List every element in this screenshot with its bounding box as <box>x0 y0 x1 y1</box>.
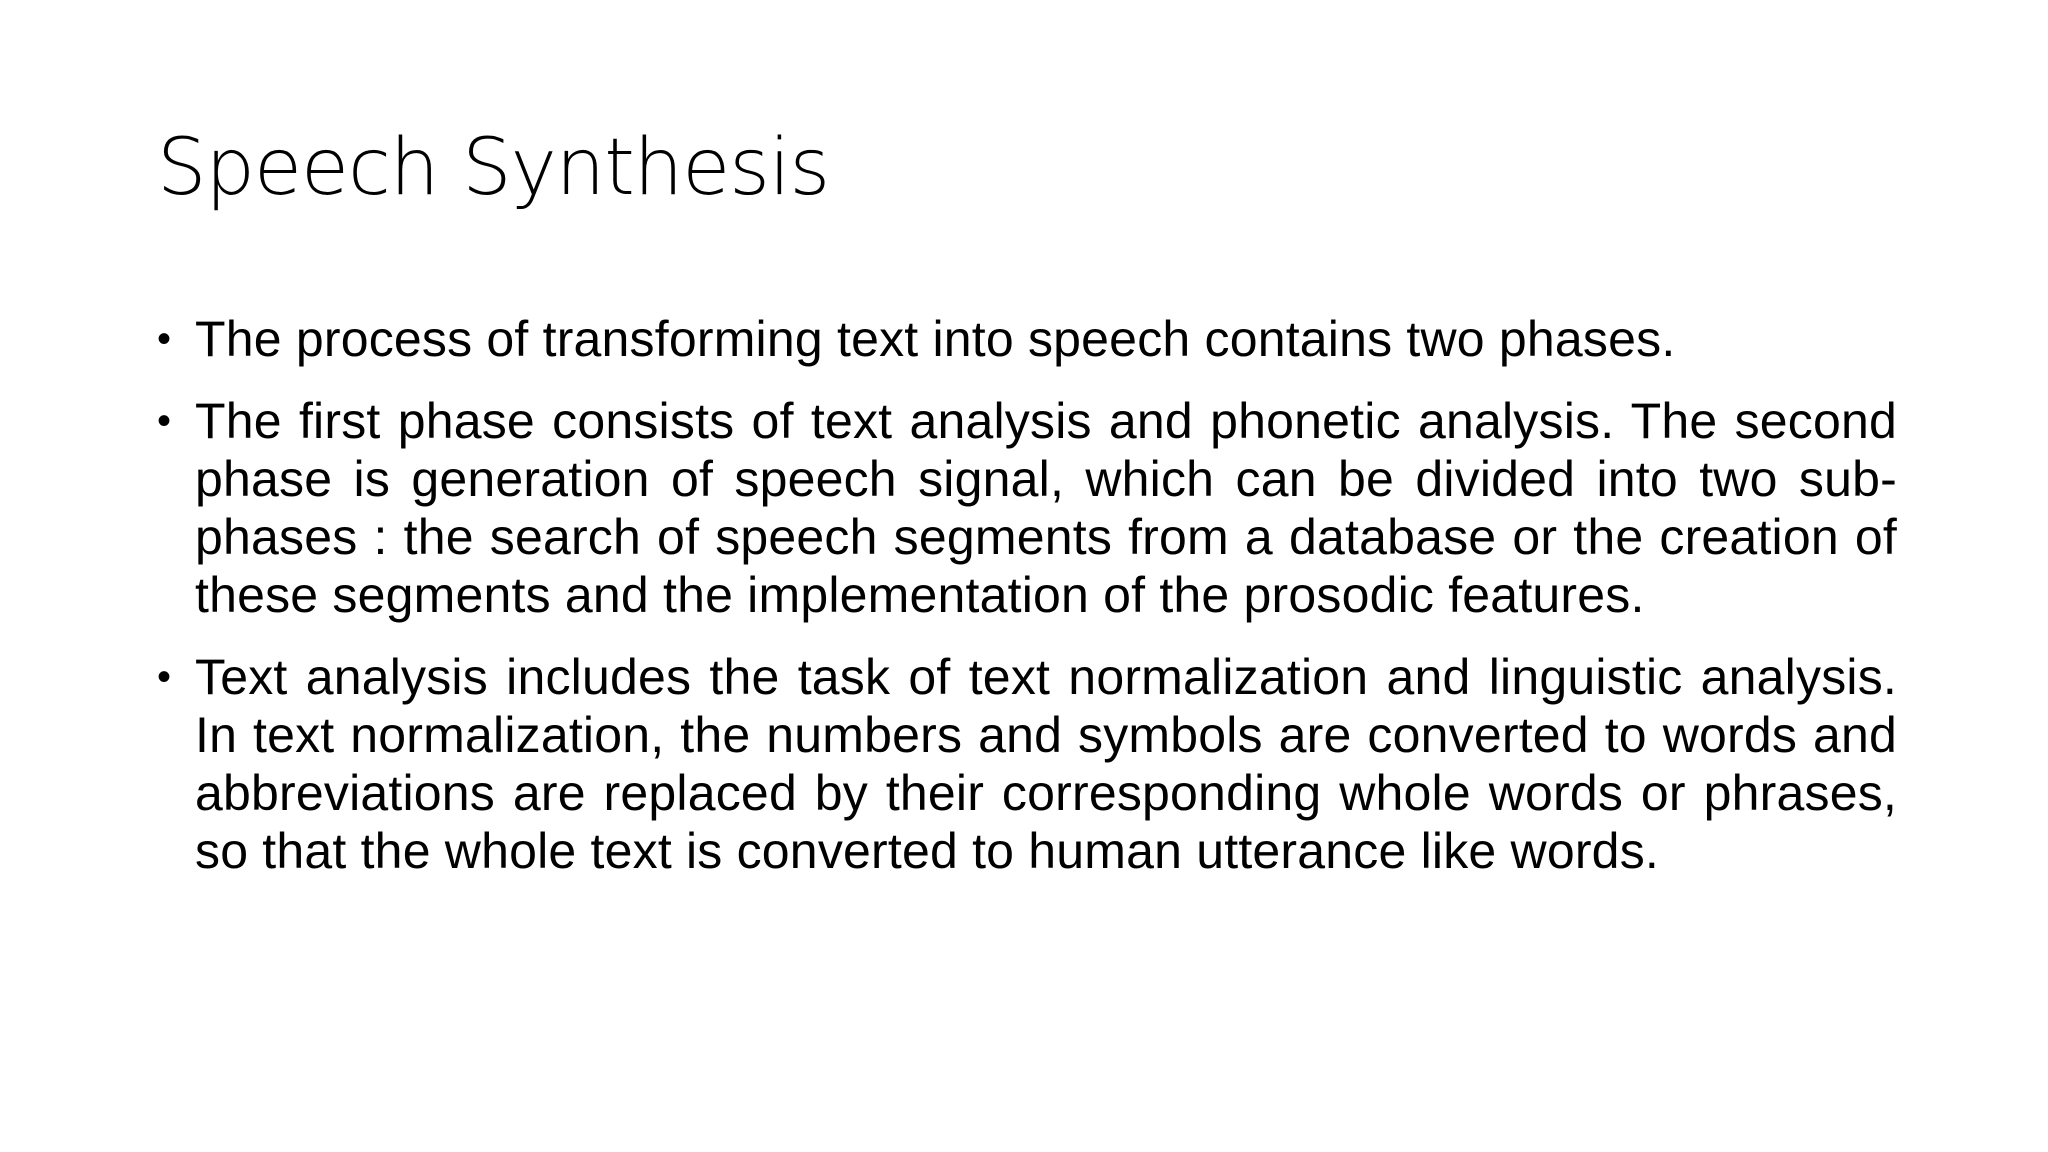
slide-title: Speech Synthesis <box>157 123 830 213</box>
bullet-item <box>157 392 1897 624</box>
bullet-text: The first phase consists of text analysis and phonetic analysis. The second phase is generation of speech signal, which can be divided into two sub-phases : the search of speech segments from a database or the creation of these segments and the implementation of the prosodic features. <box>195 393 1897 623</box>
bullet-text: Text analysis includes the task of text normalization and linguistic analysis. In text normalization, the numbers and symbols are converted to words and abbreviations are replaced by their corresponding whole words or phrases, so that the whole text is converted to human utterance like words. <box>195 649 1897 879</box>
bullet-item <box>157 648 1897 880</box>
bullet-dot-icon: • <box>157 655 172 699</box>
bullet-dot-icon: • <box>157 317 172 361</box>
bullet-text: The process of transforming text into speech contains two phases. <box>195 311 1676 367</box>
bullet-list <box>157 310 1897 904</box>
bullet-dot-icon: • <box>157 399 172 443</box>
bullet-item <box>157 310 1897 368</box>
